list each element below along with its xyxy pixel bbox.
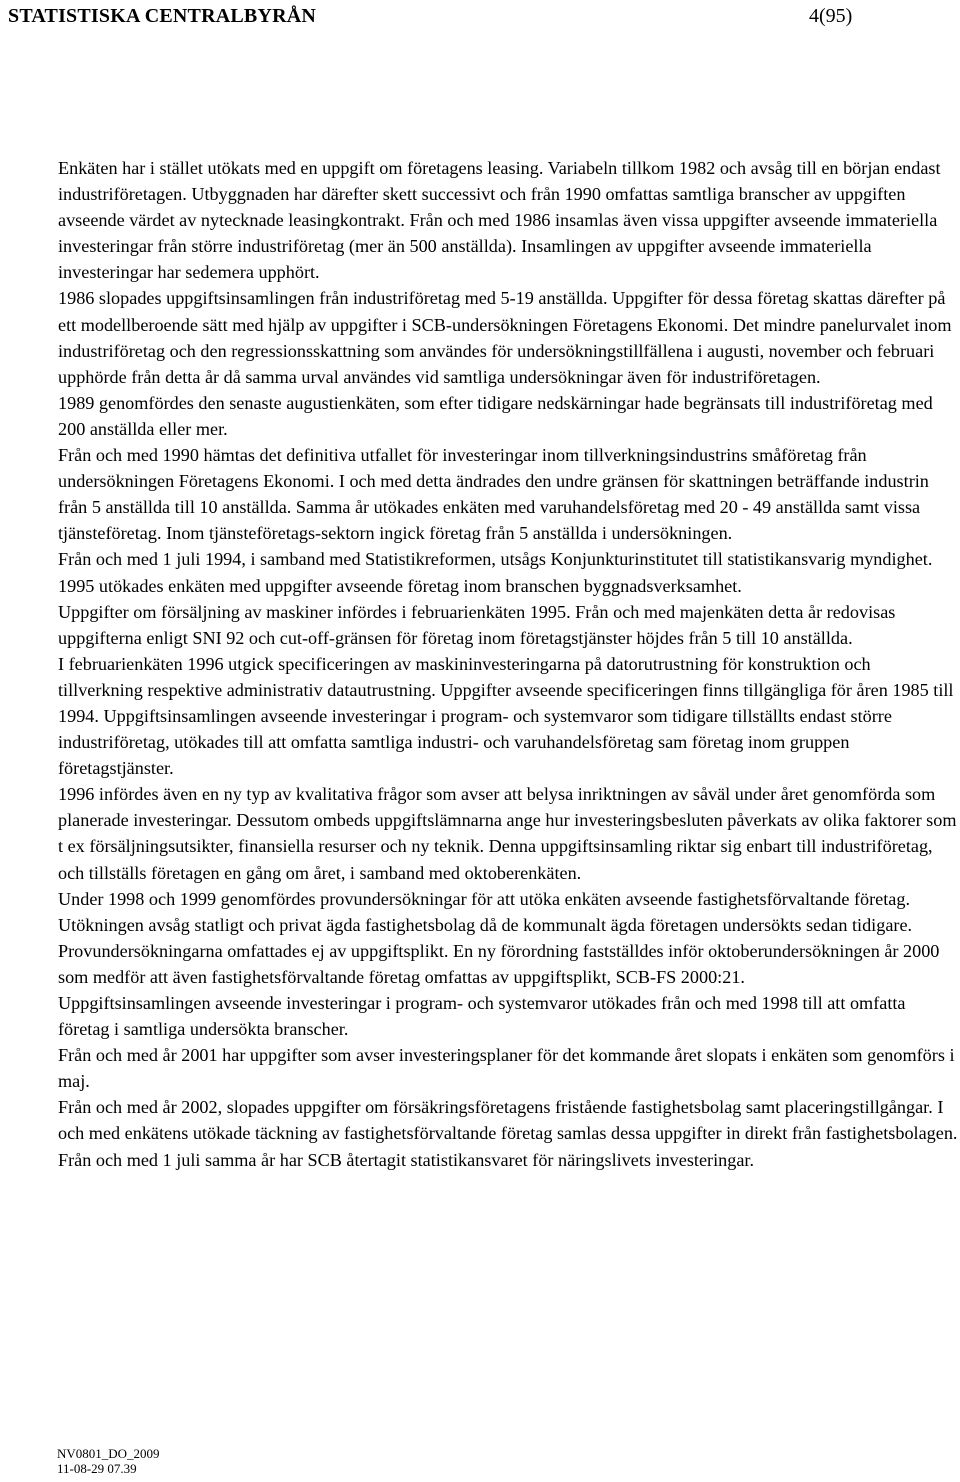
paragraph-1995-construction: 1995 utökades enkäten med uppgifter avseende företag inom branschen byggnadsverksamhet.	[58, 575, 742, 596]
paragraph-1998-software: Uppgiftsinsamlingen avseende investeringar i program- och systemvaror utökades från och med 1998 till att omfatta företag i samtliga undersökta branscher.	[58, 993, 906, 1040]
paragraph-2001-plans: Från och med år 2001 har uppgifter som avser investeringsplaner för det kommande året slopats i enkäten som genomförs i maj.	[58, 1045, 955, 1092]
paragraph-1996-qualitative: 1996 infördes även en ny typ av kvalitativa frågor som avser att belysa inriktningen av såväl under året genomförda som planerade investeringar. Dessutom ombeds uppgiftslämnarna ange hur investeringsbesluten påverkats av olika faktorer som t ex försäljningsutsikter, finansiella resurser och ny teknik. Denna uppgiftsinsamling riktar sig enbart till industriföretag, och tillställs företagen en gång om året, i samband med oktoberenkäten.	[58, 784, 957, 883]
page-number: 4(95)	[809, 5, 853, 27]
document-id: NV0801_DO_2009	[57, 1446, 160, 1461]
paragraph-1990-changes: Från och med 1990 hämtas det definitiva utfallet för investeringar inom tillverkningsindustrins småföretag från undersökningen Företagens Ekonomi. I och med detta ändrades den undre gränsen för skattningen beträffande industrin från 5 anställda till 10 anställda. Samma år utökades enkäten med varuhandelsföretag med 20 - 49 anställda samt vissa tjänsteföretag. Inom tjänsteföretags-sektorn ingick företag från 5 anställda i undersökningen.	[58, 445, 929, 544]
paragraph-2002-insurance: Från och med år 2002, slopades uppgifter om försäkringsföretagens fristående fastighetsbolag samt placeringstillgångar. I och med enkätens utökade täckning av fastighetsförvaltande företag samlas dessa uppgifter in direkt från fastighetsbolagen. Från och med 1 juli samma år har SCB återtagit statistikansvaret för näringslivets investeringar.	[58, 1097, 958, 1170]
paragraph-leasing: Enkäten har i stället utökats med en uppgift om företagens leasing. Variabeln tillkom 1982 och avsåg till en början endast industriföretagen. Utbyggnaden har därefter skett successivt och från 1990 omfattas samtliga branscher av uppgiften avseende värdet av nytecknade leasingkontrakt. Från och med 1986 insamlas även vissa uppgifter avseende immateriella investeringar från större industriföretag (mer än 500 anställda). Insamlingen av uppgifter avseende immateriella investeringar har sedemera upphört.	[58, 158, 941, 283]
paragraph-1986-changes: 1986 slopades uppgiftsinsamlingen från industriföretag med 5-19 anställda. Uppgifter för dessa företag skattas därefter på ett modellberoende sätt med hjälp av uppgifter i SCB-undersökningen Företagens Ekonomi. Det mindre panelurvalet inom industriföretag och den regressionsskattning som användes för undersökningstillfällena i augusti, november och februari upphörde från detta år då samma urval användes vid samtliga undersökningar även för industriföretagen.	[58, 288, 952, 387]
paragraph-1996-specification: I februarienkäten 1996 utgick specificeringen av maskininvesteringarna på datorutrustning för konstruktion och tillverkning respektive administrativ datautrustning. Uppgifter avseende specificeringen finns tillgängliga för åren 1985 till 1994. Uppgiftsinsamlingen avseende investeringar i program- och systemvaror som tidigare tillställts endast större industriföretag, utökades till att omfatta samtliga industri- och varuhandelsföretag sam företag inom gruppen företagstjänster.	[58, 653, 954, 779]
page-header	[8, 4, 908, 28]
organization-name: STATISTISKA CENTRALBYRÅN	[8, 5, 317, 27]
document-body	[58, 155, 958, 1173]
paragraph-1989-august-survey: 1989 genomfördes den senaste augustienkäten, som efter tidigare nedskärningar hade begränsats till industriföretag med 200 anställda eller mer.	[58, 392, 933, 439]
footer-timestamp: 11-08-29 07.39	[57, 1461, 137, 1476]
page-footer	[57, 1446, 160, 1476]
paragraph-1995-machinery-sales: Uppgifter om försäljning av maskiner infördes i februarienkäten 1995. Från och med majenkäten detta år redovisas uppgifterna enligt SNI 92 och cut-off-gränsen för företag inom företagstjänster höjdes från 5 till 10 anställda.	[58, 601, 896, 648]
paragraph-1998-1999-real-estate: Under 1998 och 1999 genomfördes provundersökningar för att utöka enkäten avseende fastighetsförvaltande företag. Utökningen avsåg statligt och privat ägda fastighetsbolag då de kommunalt ägda företagen undersökts sedan tidigare. Provundersökningarna omfattades ej av uppgiftsplikt. En ny förordning fastställdes inför oktoberundersökningen år 2000 som medför att även fastighetsförvaltande företag omfattas av uppgiftsplikt, SCB-FS 2000:21.	[58, 888, 940, 987]
paragraph-1994-reform: Från och med 1 juli 1994, i samband med Statistikreformen, utsågs Konjunkturinstitutet till statistikansvarig myndighet.	[58, 549, 933, 570]
